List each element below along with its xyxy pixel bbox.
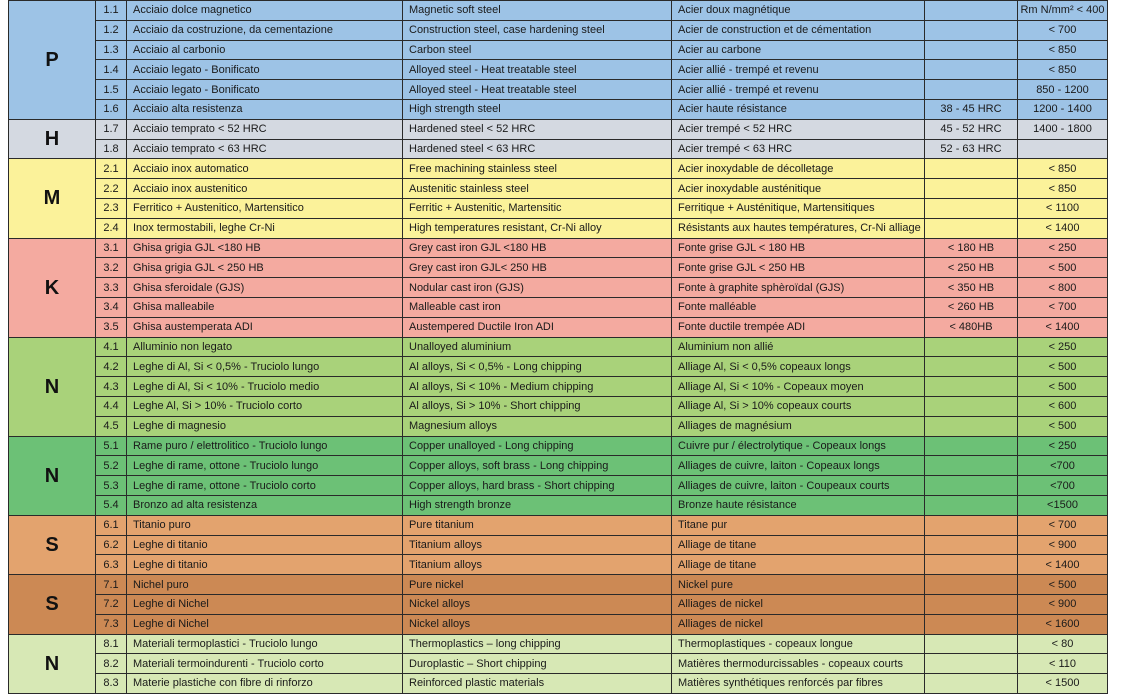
material-groups-table: [8, 0, 1108, 694]
material-italian: Leghe di magnesio: [127, 416, 403, 436]
material-group-letter: N: [9, 337, 96, 436]
tensile-strength: < 900: [1018, 594, 1108, 614]
tensile-strength: <1500: [1018, 495, 1108, 515]
material-english: Duroplastic – Short chipping: [403, 654, 672, 674]
material-french: Alliage Al, Si > 10% copeaux courts: [672, 396, 925, 416]
material-french: Alliage Al, Si < 10% - Copeaux moyen: [672, 377, 925, 397]
tensile-strength: <700: [1018, 456, 1108, 476]
hardness-value: [925, 60, 1018, 80]
tensile-strength: < 250: [1018, 436, 1108, 456]
material-italian: Leghe di Nichel: [127, 594, 403, 614]
hardness-value: < 350 HB: [925, 278, 1018, 298]
material-french: Résistants aux hautes températures, Cr-Ni alliage: [672, 218, 925, 238]
tensile-strength: < 1400: [1018, 555, 1108, 575]
hardness-value: [925, 40, 1018, 60]
row-number: 8.3: [96, 674, 127, 694]
material-english: Hardened steel < 63 HRC: [403, 139, 672, 159]
material-english: Austempered Ductile Iron ADI: [403, 317, 672, 337]
table-row: [9, 476, 1108, 496]
table-row: [9, 594, 1108, 614]
material-italian: Acciaio legato - Bonificato: [127, 80, 403, 100]
material-italian: Leghe di titanio: [127, 555, 403, 575]
material-english: High strength bronze: [403, 495, 672, 515]
material-english: Grey cast iron GJL< 250 HB: [403, 258, 672, 278]
material-italian: Materiali termoplastici - Truciolo lungo: [127, 634, 403, 654]
material-french: Fonte malléable: [672, 297, 925, 317]
row-number: 3.4: [96, 297, 127, 317]
hardness-value: [925, 198, 1018, 218]
hardness-value: [925, 614, 1018, 634]
row-number: 1.7: [96, 119, 127, 139]
hardness-value: < 180 HB: [925, 238, 1018, 258]
hardness-value: [925, 416, 1018, 436]
material-english: Hardened steel < 52 HRC: [403, 119, 672, 139]
material-english: Alloyed steel - Heat treatable steel: [403, 60, 672, 80]
material-french: Fonte grise GJL < 180 HB: [672, 238, 925, 258]
material-italian: Nichel puro: [127, 575, 403, 595]
material-french: Fonte ductile trempée ADI: [672, 317, 925, 337]
tensile-strength: < 500: [1018, 575, 1108, 595]
material-italian: Acciaio alta resistenza: [127, 99, 403, 119]
hardness-value: < 250 HB: [925, 258, 1018, 278]
tensile-strength: < 110: [1018, 654, 1108, 674]
material-italian: Leghe di Nichel: [127, 614, 403, 634]
material-french: Fonte grise GJL < 250 HB: [672, 258, 925, 278]
hardness-value: 38 - 45 HRC: [925, 99, 1018, 119]
material-italian: Acciaio dolce magnetico: [127, 1, 403, 21]
material-italian: Leghe di rame, ottone - Truciolo lungo: [127, 456, 403, 476]
table-row: [9, 40, 1108, 60]
hardness-value: [925, 80, 1018, 100]
tensile-strength: < 700: [1018, 20, 1108, 40]
hardness-value: [925, 654, 1018, 674]
hardness-value: [925, 575, 1018, 595]
material-english: Magnetic soft steel: [403, 1, 672, 21]
material-french: Bronze haute résistance: [672, 495, 925, 515]
material-french: Alliage de titane: [672, 555, 925, 575]
row-number: 1.4: [96, 60, 127, 80]
material-english: Unalloyed aluminium: [403, 337, 672, 357]
material-french: Acier doux magnétique: [672, 1, 925, 21]
row-number: 2.2: [96, 179, 127, 199]
row-number: 1.2: [96, 20, 127, 40]
table-row: [9, 317, 1108, 337]
row-number: 3.1: [96, 238, 127, 258]
table-row: [9, 495, 1108, 515]
material-group-letter: K: [9, 238, 96, 337]
material-italian: Alluminio non legato: [127, 337, 403, 357]
material-french: Alliage Al, Si < 0,5% copeaux longs: [672, 357, 925, 377]
row-number: 6.2: [96, 535, 127, 555]
row-number: 7.1: [96, 575, 127, 595]
row-number: 6.1: [96, 515, 127, 535]
tensile-strength: < 1100: [1018, 198, 1108, 218]
material-table-body: [9, 1, 1108, 694]
tensile-strength: 1400 - 1800: [1018, 119, 1108, 139]
material-french: Acier au carbone: [672, 40, 925, 60]
table-row: [9, 218, 1108, 238]
material-italian: Leghe di Al, Si < 0,5% - Truciolo lungo: [127, 357, 403, 377]
row-number: 8.2: [96, 654, 127, 674]
material-french: Alliages de magnésium: [672, 416, 925, 436]
tensile-strength: < 500: [1018, 416, 1108, 436]
hardness-value: [925, 377, 1018, 397]
tensile-strength: 850 - 1200: [1018, 80, 1108, 100]
row-number: 3.5: [96, 317, 127, 337]
table-row: [9, 80, 1108, 100]
table-row: [9, 377, 1108, 397]
material-english: Al alloys, Si > 10% - Short chipping: [403, 396, 672, 416]
material-group-letter: M: [9, 159, 96, 238]
row-number: 6.3: [96, 555, 127, 575]
row-number: 1.6: [96, 99, 127, 119]
material-italian: Ghisa sferoidale (GJS): [127, 278, 403, 298]
material-english: Carbon steel: [403, 40, 672, 60]
row-number: 4.4: [96, 396, 127, 416]
material-english: Nickel alloys: [403, 594, 672, 614]
table-row: [9, 278, 1108, 298]
hardness-value: [925, 159, 1018, 179]
material-english: Titanium alloys: [403, 555, 672, 575]
table-row: [9, 139, 1108, 159]
material-english: Nickel alloys: [403, 614, 672, 634]
row-number: 4.2: [96, 357, 127, 377]
material-french: Matières synthétiques renforcés par fibres: [672, 674, 925, 694]
material-french: Thermoplastiques - copeaux longue: [672, 634, 925, 654]
table-row: [9, 179, 1108, 199]
material-group-letter: P: [9, 1, 96, 120]
hardness-value: [925, 218, 1018, 238]
material-french: Alliages de nickel: [672, 614, 925, 634]
tensile-strength: < 250: [1018, 238, 1108, 258]
row-number: 3.3: [96, 278, 127, 298]
table-row: [9, 20, 1108, 40]
hardness-value: [925, 1, 1018, 21]
row-number: 3.2: [96, 258, 127, 278]
hardness-value: [925, 179, 1018, 199]
tensile-strength: Rm N/mm² < 400: [1018, 1, 1108, 21]
material-italian: Rame puro / elettrolitico - Truciolo lungo: [127, 436, 403, 456]
hardness-value: [925, 555, 1018, 575]
table-row: [9, 1, 1108, 21]
hardness-value: < 480HB: [925, 317, 1018, 337]
row-number: 2.3: [96, 198, 127, 218]
row-number: 1.1: [96, 1, 127, 21]
hardness-value: [925, 337, 1018, 357]
row-number: 2.1: [96, 159, 127, 179]
material-italian: Ferritico + Austenitico, Martensitico: [127, 198, 403, 218]
material-italian: Inox termostabili, leghe Cr-Ni: [127, 218, 403, 238]
table-row: [9, 416, 1108, 436]
material-french: Cuivre pur / électrolytique - Copeaux longs: [672, 436, 925, 456]
row-number: 5.1: [96, 436, 127, 456]
table-row: [9, 357, 1108, 377]
table-row: [9, 456, 1108, 476]
material-french: Acier inoxydable austénitique: [672, 179, 925, 199]
table-row: [9, 634, 1108, 654]
table-row: [9, 60, 1108, 80]
row-number: 5.4: [96, 495, 127, 515]
table-row: [9, 337, 1108, 357]
row-number: 8.1: [96, 634, 127, 654]
tensile-strength: < 600: [1018, 396, 1108, 416]
material-english: Ferritic + Austenitic, Martensitic: [403, 198, 672, 218]
material-italian: Acciaio inox austenitico: [127, 179, 403, 199]
material-english: Copper alloys, hard brass - Short chipping: [403, 476, 672, 496]
hardness-value: [925, 20, 1018, 40]
table-row: [9, 238, 1108, 258]
row-number: 1.5: [96, 80, 127, 100]
material-english: Magnesium alloys: [403, 416, 672, 436]
table-row: [9, 515, 1108, 535]
material-english: Malleable cast iron: [403, 297, 672, 317]
material-french: Alliage de titane: [672, 535, 925, 555]
material-english: Free machining stainless steel: [403, 159, 672, 179]
material-english: Thermoplastics – long chipping: [403, 634, 672, 654]
material-italian: Ghisa grigia GJL <180 HB: [127, 238, 403, 258]
material-italian: Acciaio al carbonio: [127, 40, 403, 60]
material-italian: Leghe Al, Si > 10% - Truciolo corto: [127, 396, 403, 416]
row-number: 4.5: [96, 416, 127, 436]
material-english: Titanium alloys: [403, 535, 672, 555]
hardness-value: [925, 495, 1018, 515]
tensile-strength: < 700: [1018, 297, 1108, 317]
material-english: Nodular cast iron (GJS): [403, 278, 672, 298]
material-italian: Acciaio legato - Bonificato: [127, 60, 403, 80]
table-row: [9, 198, 1108, 218]
material-group-letter: S: [9, 575, 96, 634]
material-french: Ferritique + Austénitique, Martensitiques: [672, 198, 925, 218]
material-italian: Acciaio temprato < 63 HRC: [127, 139, 403, 159]
material-italian: Acciaio da costruzione, da cementazione: [127, 20, 403, 40]
material-table-wrapper: [8, 0, 1108, 694]
tensile-strength: < 1400: [1018, 317, 1108, 337]
row-number: 4.1: [96, 337, 127, 357]
table-row: [9, 575, 1108, 595]
material-italian: Titanio puro: [127, 515, 403, 535]
hardness-value: [925, 535, 1018, 555]
table-row: [9, 159, 1108, 179]
row-number: 5.2: [96, 456, 127, 476]
row-number: 5.3: [96, 476, 127, 496]
table-row: [9, 119, 1108, 139]
tensile-strength: <700: [1018, 476, 1108, 496]
material-english: Copper alloys, soft brass - Long chipping: [403, 456, 672, 476]
material-english: Austenitic stainless steel: [403, 179, 672, 199]
tensile-strength: 1200 - 1400: [1018, 99, 1108, 119]
tensile-strength: < 850: [1018, 179, 1108, 199]
hardness-value: [925, 674, 1018, 694]
hardness-value: [925, 456, 1018, 476]
material-french: Alliages de cuivre, laiton - Copeaux longs: [672, 456, 925, 476]
material-italian: Ghisa malleabile: [127, 297, 403, 317]
material-italian: Ghisa grigia GJL < 250 HB: [127, 258, 403, 278]
material-group-letter: N: [9, 634, 96, 693]
table-row: [9, 436, 1108, 456]
material-group-letter: H: [9, 119, 96, 159]
material-italian: Materiali termoindurenti - Truciolo corto: [127, 654, 403, 674]
material-french: Nickel pure: [672, 575, 925, 595]
tensile-strength: < 800: [1018, 278, 1108, 298]
tensile-strength: < 250: [1018, 337, 1108, 357]
table-row: [9, 674, 1108, 694]
material-french: Alliages de cuivre, laiton - Coupeaux courts: [672, 476, 925, 496]
material-french: Aluminium non allié: [672, 337, 925, 357]
material-english: High temperatures resistant, Cr-Ni alloy: [403, 218, 672, 238]
material-italian: Leghe di rame, ottone - Truciolo corto: [127, 476, 403, 496]
material-italian: Acciaio inox automatico: [127, 159, 403, 179]
material-english: Alloyed steel - Heat treatable steel: [403, 80, 672, 100]
material-french: Titane pur: [672, 515, 925, 535]
tensile-strength: < 850: [1018, 60, 1108, 80]
tensile-strength: < 500: [1018, 357, 1108, 377]
material-french: Alliages de nickel: [672, 594, 925, 614]
tensile-strength: < 500: [1018, 377, 1108, 397]
table-row: [9, 555, 1108, 575]
row-number: 7.2: [96, 594, 127, 614]
material-french: Acier trempé < 52 HRC: [672, 119, 925, 139]
table-row: [9, 654, 1108, 674]
material-italian: Acciaio temprato < 52 HRC: [127, 119, 403, 139]
material-french: Acier trempé < 63 HRC: [672, 139, 925, 159]
tensile-strength: < 80: [1018, 634, 1108, 654]
material-group-letter: S: [9, 515, 96, 574]
material-french: Acier haute résistance: [672, 99, 925, 119]
material-french: Acier allié - trempé et revenu: [672, 60, 925, 80]
material-english: Al alloys, Si < 0,5% - Long chipping: [403, 357, 672, 377]
hardness-value: [925, 634, 1018, 654]
material-english: Copper unalloyed - Long chipping: [403, 436, 672, 456]
material-italian: Bronzo ad alta resistenza: [127, 495, 403, 515]
row-number: 4.3: [96, 377, 127, 397]
table-row: [9, 535, 1108, 555]
tensile-strength: < 700: [1018, 515, 1108, 535]
material-english: High strength steel: [403, 99, 672, 119]
material-english: Reinforced plastic materials: [403, 674, 672, 694]
material-english: Al alloys, Si < 10% - Medium chipping: [403, 377, 672, 397]
material-french: Matières thermodurcissables - copeaux courts: [672, 654, 925, 674]
material-english: Construction steel, case hardening steel: [403, 20, 672, 40]
material-french: Acier de construction et de cémentation: [672, 20, 925, 40]
hardness-value: [925, 436, 1018, 456]
hardness-value: [925, 515, 1018, 535]
tensile-strength: [1018, 139, 1108, 159]
table-row: [9, 614, 1108, 634]
material-group-letter: N: [9, 436, 96, 515]
hardness-value: [925, 357, 1018, 377]
hardness-value: 45 - 52 HRC: [925, 119, 1018, 139]
row-number: 1.3: [96, 40, 127, 60]
hardness-value: [925, 396, 1018, 416]
table-row: [9, 258, 1108, 278]
material-french: Acier inoxydable de décolletage: [672, 159, 925, 179]
hardness-value: 52 - 63 HRC: [925, 139, 1018, 159]
material-english: Grey cast iron GJL <180 HB: [403, 238, 672, 258]
material-french: Acier allié - trempé et revenu: [672, 80, 925, 100]
material-italian: Ghisa austemperata ADI: [127, 317, 403, 337]
material-english: Pure titanium: [403, 515, 672, 535]
tensile-strength: < 1500: [1018, 674, 1108, 694]
hardness-value: [925, 594, 1018, 614]
row-number: 1.8: [96, 139, 127, 159]
tensile-strength: < 850: [1018, 159, 1108, 179]
tensile-strength: < 1400: [1018, 218, 1108, 238]
row-number: 7.3: [96, 614, 127, 634]
material-italian: Leghe di titanio: [127, 535, 403, 555]
table-row: [9, 297, 1108, 317]
tensile-strength: < 900: [1018, 535, 1108, 555]
tensile-strength: < 1600: [1018, 614, 1108, 634]
material-italian: Materie plastiche con fibre di rinforzo: [127, 674, 403, 694]
hardness-value: < 260 HB: [925, 297, 1018, 317]
material-english: Pure nickel: [403, 575, 672, 595]
tensile-strength: < 500: [1018, 258, 1108, 278]
row-number: 2.4: [96, 218, 127, 238]
material-french: Fonte à graphite sphèroïdal (GJS): [672, 278, 925, 298]
hardness-value: [925, 476, 1018, 496]
tensile-strength: < 850: [1018, 40, 1108, 60]
table-row: [9, 396, 1108, 416]
table-row: [9, 99, 1108, 119]
material-italian: Leghe di Al, Si < 10% - Truciolo medio: [127, 377, 403, 397]
